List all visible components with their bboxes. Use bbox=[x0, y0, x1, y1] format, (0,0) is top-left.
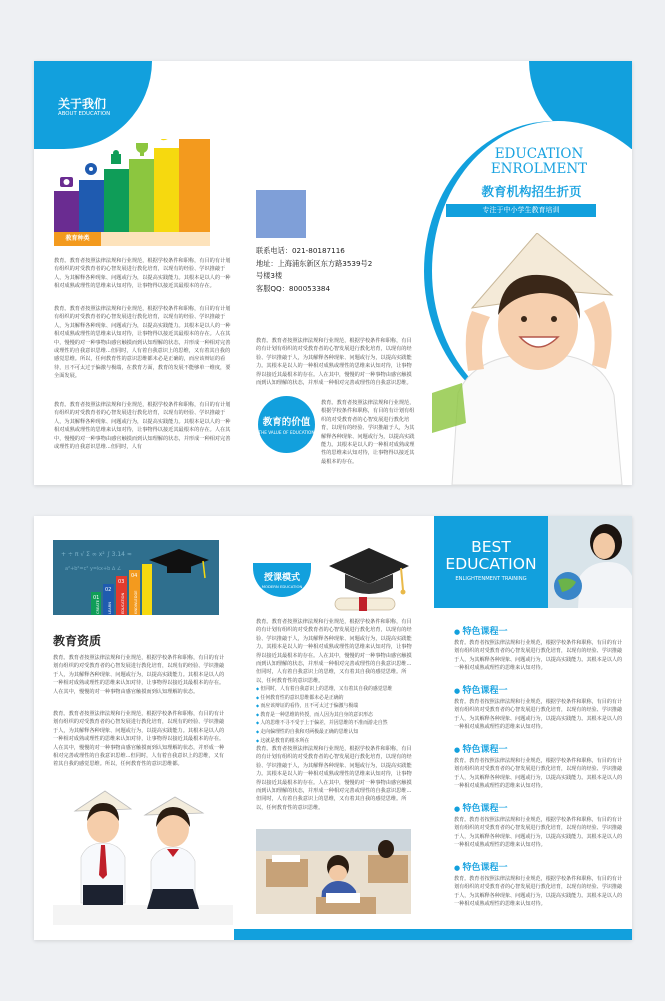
bar-purple bbox=[54, 191, 79, 232]
book-label-1: 01 bbox=[93, 595, 100, 601]
contact-phone: 联系电话：021-80187116 bbox=[256, 246, 345, 255]
cover-english-line1: EDUCATION bbox=[494, 146, 584, 162]
book-word-3: EDUCATION bbox=[121, 592, 125, 614]
qualification-paragraph-1: 教育。教育者按照法律法规和行业规范，根据学校条件和职称，有目的有计划有组织的对受教育者的心智发展进行教化培育，以现有的经验、学识推敲于人，为其解释各种现象、问题或行为，以提高实践能力。其根本是以人的一种相对成熟或理性的思维来认知对待，让事物得以接近其最根本的存在。人在其中，慢慢的对一种事物由感官触摸而到认知理解的状态。 bbox=[53, 655, 225, 695]
course-title: ● 特色课程一 bbox=[454, 683, 624, 696]
teaching-paragraph-2: 教育。教育者按照法律法规和行业规范，根据学校条件和职称，有目的有计划有组织的对受教育者的心智发展进行教化培育，以现有的经验、学识推敲于人，为其解释各种现象、问题或行为，以提高实践能力。其根本是以人的一种相对成熟或理性的思维来认知对待，让事物得以接近其最根本的存在。人在其中，慢慢的对一种事物由感官触摸而到认知理解的状态，并形成一种相对完善或理性的自我意识思维...但同时，人有着自我意识上的思维，又有着其自我的感觉思维。所以，任何教育性的意识思维。 bbox=[256, 746, 412, 811]
course-item-1 bbox=[454, 624, 624, 672]
value-badge bbox=[258, 396, 315, 453]
value-title: 教育的价值 bbox=[262, 417, 311, 428]
education-types-label: 教育种类 bbox=[54, 232, 101, 246]
cover-tagline-band: 专注于中小学生教育培训 bbox=[446, 204, 596, 217]
about-paragraph-2: 教育。教育者按照法律法规和行业规范，根据学校条件和职称，有目的有计划有组织的对受教育者的心智发展进行教化培育，以现有的经验、学识推敲于人，为其解释各种现象、问题或行为，以提高实践能力。其根本是以人的一种相对成熟或理性的思维来认知对待，让事物得以接近其最根本的存在。人在其中，慢慢的对一种事物由感官触摸而到认知理解的状态，并形成一种相对完善或理性的自我意识思维...但同时，人有着自我意识上的思维，又有着其自我的感觉思维。所以，任何教育性的意识思维都未必是正确的，而应该辩证的看待，且不可太过于偏激与极端，在教育方面，教育的发展不能够单一维度，要全面发展。 bbox=[54, 306, 231, 380]
cover-chinese-title: 教育机构招生折页 bbox=[481, 184, 582, 199]
best-education-box bbox=[434, 516, 548, 608]
course-title: ● 特色课程一 bbox=[454, 801, 624, 814]
book-word-4: KNOWLEDGE bbox=[134, 590, 138, 614]
teaching-mode-subtitle: MODERN EDUCATION bbox=[261, 584, 303, 589]
best-line1: BEST bbox=[471, 538, 511, 556]
bullet-item: ◆ 任何教育性的意识思维都未必是正确的 bbox=[256, 694, 392, 703]
books-and-grad-cap-photo bbox=[53, 540, 219, 615]
course-text: 教育。教育者按照法律法规和行业规范，根据学校条件和职称，有目的有计划有组织的对受教育者的心智发展进行教化培育，以现有的经验、学识推敲于人，为其解释各种现象、问题或行为，以提高实践能力。其根本是以人的一种相对成熟或理性的思维来认知对待。 bbox=[454, 699, 623, 730]
contact-qq: 客服QQ：800053384 bbox=[256, 283, 331, 293]
logo-photo-placeholder bbox=[256, 190, 306, 238]
course-text: 教育。教育者按照法律法规和行业规范，根据学校条件和职称，有目的有计划有组织的对受教育者的心智发展进行教化培育，以现有的经验、学识推敲于人，为其解释各种现象、问题或行为，以提高实践能力。其根本是以人的一种相对成熟或理性的思维来认知对待。 bbox=[454, 876, 623, 907]
contact-address-line2: 号楼3楼 bbox=[256, 271, 283, 280]
about-paragraph-3: 教育。教育者按照法律法规和行业规范，根据学校条件和职称，有目的有计划有组织的对受教育者的心智发展进行教化培育，以现有的经验、学识推敲于人，为其解释各种现象、问题或行为，以提高实践能力。其根本是以人的一种相对成熟或理性的思维来认知对待，让事物得以接近其最根本的存在。人在其中，慢慢的对一种事物由感官触摸而到认知理解的状态，并形成一种相对完善或理性的自我意识思维...但同时，人有 bbox=[54, 402, 231, 451]
bullet-item: ◆ 走向偏理性的自我和对两极最正确的思维认知 bbox=[256, 728, 392, 737]
svg-text:+ ÷ π √ Σ ∞ x² ∫ 3.14 ≈: + ÷ π √ Σ ∞ x² ∫ 3.14 ≈ bbox=[61, 551, 132, 558]
contact-info bbox=[256, 245, 372, 295]
qualification-title: 教育资质 bbox=[53, 634, 102, 648]
course-title: ● 特色课程一 bbox=[454, 860, 624, 873]
cover-english-line2: ENROLMENT bbox=[490, 161, 588, 177]
about-paragraph-1: 教育。教育者按照法律法规和行业规范，根据学校条件和职称，有目的有计划有组织的对受教育者的心智发展进行教化培育，以现有的经验、学识推敲于人，为其解释各种现象、问题或行为，以提高实践能力。其根本是以人的一种相对成熟或理性的思维来认知对待，让事物得以接近其最根本的存在。 bbox=[54, 258, 231, 290]
course-item-2 bbox=[454, 683, 624, 731]
best-line2: EDUCATION bbox=[445, 555, 537, 573]
trophy-icon bbox=[136, 143, 148, 156]
book-word-1: CREATE bbox=[96, 600, 100, 614]
bar-blue bbox=[79, 180, 104, 232]
camera-icon bbox=[60, 177, 73, 187]
course-item-5 bbox=[454, 860, 624, 908]
boy-with-book-photo bbox=[432, 233, 632, 485]
bar-orange bbox=[179, 139, 210, 232]
teaching-bullet-list bbox=[256, 685, 392, 745]
middle-paragraph: 教育。教育者按照法律法规和行业规范，根据学校条件和职称，有目的有计划有组织的对受教育者的心智发展进行教化培育，以现有的经验、学识推敲于人，为其解释各种现象、问题或行为，以提高实践能力。其根本是以人的一种相对成熟或理性的思维来认知对待，让事物得以接近其最根本的存在。人在其中，慢慢的对一种事物由感官触摸而到认知理解的状态，并形成一种相对完善或理性的自我意识思维。 bbox=[256, 338, 412, 387]
bar-yellow bbox=[154, 148, 179, 232]
contact-address: 地址：上海浦东新区东方路3539号2 bbox=[256, 258, 373, 268]
teaching-mode-title: 授课模式 bbox=[263, 573, 300, 583]
teacher-with-globe-photo bbox=[548, 516, 632, 608]
bullet-item: ◆ 这就是教育的根本所在 bbox=[256, 737, 392, 746]
svg-text:a²+b²=c² y=kx+b ∆ ∠: a²+b²=c² y=kx+b ∆ ∠ bbox=[65, 566, 122, 572]
brochure-outer-side bbox=[34, 61, 632, 485]
course-text: 教育。教育者按照法律法规和行业规范，根据学校条件和职称，有目的有计划有组织的对受教育者的心智发展进行教化培育，以现有的经验、学识推敲于人，为其解释各种现象、问题或行为，以提高实践能力。其根本是以人的一种相对成熟或理性的思维来认知对待。 bbox=[454, 758, 623, 789]
puzzle-icon bbox=[111, 150, 121, 164]
classroom-photo bbox=[256, 829, 411, 914]
brochure-inner-side bbox=[34, 516, 632, 940]
course-title: ● 特色课程一 bbox=[454, 624, 624, 637]
course-item-4 bbox=[454, 801, 624, 849]
value-subtitle: THE VALUE OF EDUCATION bbox=[258, 430, 315, 435]
bar-green bbox=[104, 169, 129, 232]
teaching-mode-badge bbox=[253, 563, 311, 597]
course-title: ● 特色课程一 bbox=[454, 742, 624, 755]
course-item-3 bbox=[454, 742, 624, 790]
film-reel-icon bbox=[85, 163, 97, 175]
course-text: 教育。教育者按照法律法规和行业规范，根据学校条件和职称，有目的有计划有组织的对受教育者的心智发展进行教化培育，以现有的经验、学识推敲于人，为其解释各种现象、问题或行为，以提高实践能力。其根本是以人的一种相对成熟或理性的思维来认知对待。 bbox=[454, 640, 623, 671]
education-bars-illustration bbox=[54, 139, 244, 247]
graduation-cap-icon bbox=[329, 544, 409, 619]
book-label-2: 02 bbox=[105, 587, 112, 593]
leaf-icon bbox=[159, 139, 173, 142]
bullet-item: ◆ 人的思维不寻不受于上于偏差，并因思维的不准而游走自然 bbox=[256, 719, 392, 728]
two-kids-with-books-photo bbox=[53, 785, 233, 925]
bullet-item: ◆ 但同时，人有着自我意识上的思维，又有着其自我的感觉思维 bbox=[256, 685, 392, 694]
book-label-4: 04 bbox=[131, 573, 138, 579]
qualification-paragraph-2: 教育。教育者按照法律法规和行业规范，根据学校条件和职称，有目的有计划有组织的对受教育者的心智发展进行教化培育，以现有的经验、学识推敲于人，为其解释各种现象、问题或行为，以提高实践能力。其根本是以人的一种相对成熟或理性的思维来认知对待，让事物得以接近其最根本的存在。人在其中，慢慢的对一种事物由感官触摸而到认知理解的状态，并形成一种相对完善或理性的自我意识思维...但同时，人有着自我意识上的思维，又有着其自我的感觉思维。所以，任何教育性的意识思维都。 bbox=[53, 711, 225, 768]
cover-english-title bbox=[454, 147, 624, 177]
bullet-item: ◆ 教育是一种思维的传授，而人因为其自身的意识形态 bbox=[256, 711, 392, 720]
teaching-paragraph-1: 教育。教育者按照法律法规和行业规范，根据学校条件和职称，有目的有计划有组织的对受教育者的心智发展进行教化培育，以现有的经验、学识推敲于人，为其解释各种现象、问题或行为，以提高实践能力。其根本是以人的一种相对成熟或理性的思维来认知对待，让事物得以接近其最根本的存在。人在其中，慢慢的对一种事物由感官触摸而到认知理解的状态，并形成一种相对完善或理性的自我意识思维...但同时，人有着自我意识上的思维，又有着其自我的感觉思维。所以，任何教育性的意识思维。 bbox=[256, 619, 412, 684]
best-subtitle: ENLIGHTENMENT TRAINING bbox=[455, 576, 527, 582]
about-title: 关于我们 bbox=[58, 97, 107, 111]
about-subtitle: ABOUT EDUCATION bbox=[58, 111, 111, 117]
footer-accent-bar bbox=[234, 929, 632, 940]
bar-lime bbox=[129, 159, 154, 232]
book-word-2: LEARN bbox=[108, 602, 112, 614]
course-text: 教育。教育者按照法律法规和行业规范，根据学校条件和职称，有目的有计划有组织的对受教育者的心智发展进行教化培育，以现有的经验、学识推敲于人，为其解释各种现象、问题或行为，以提高实践能力。其根本是以人的一种相对成熟或理性的思维来认知对待。 bbox=[454, 817, 623, 848]
book-label-3: 03 bbox=[118, 579, 125, 585]
value-paragraph: 教育。教育者按照法律法规和行业规范，根据学校条件和职称，有目的有计划有组织的对受教育者的心智发展进行教化培育，以现有的经验、学识推敲于人，为其解释各种现象、问题或行为，以提高实践能力。其根本是以人的一种相对成熟或理性的思维来认知对待，让事物得以接近其最根本的存在。 bbox=[321, 400, 415, 465]
bullet-item: ◆ 而应该辩证的看待，且不可太过于偏激与极端 bbox=[256, 702, 392, 711]
